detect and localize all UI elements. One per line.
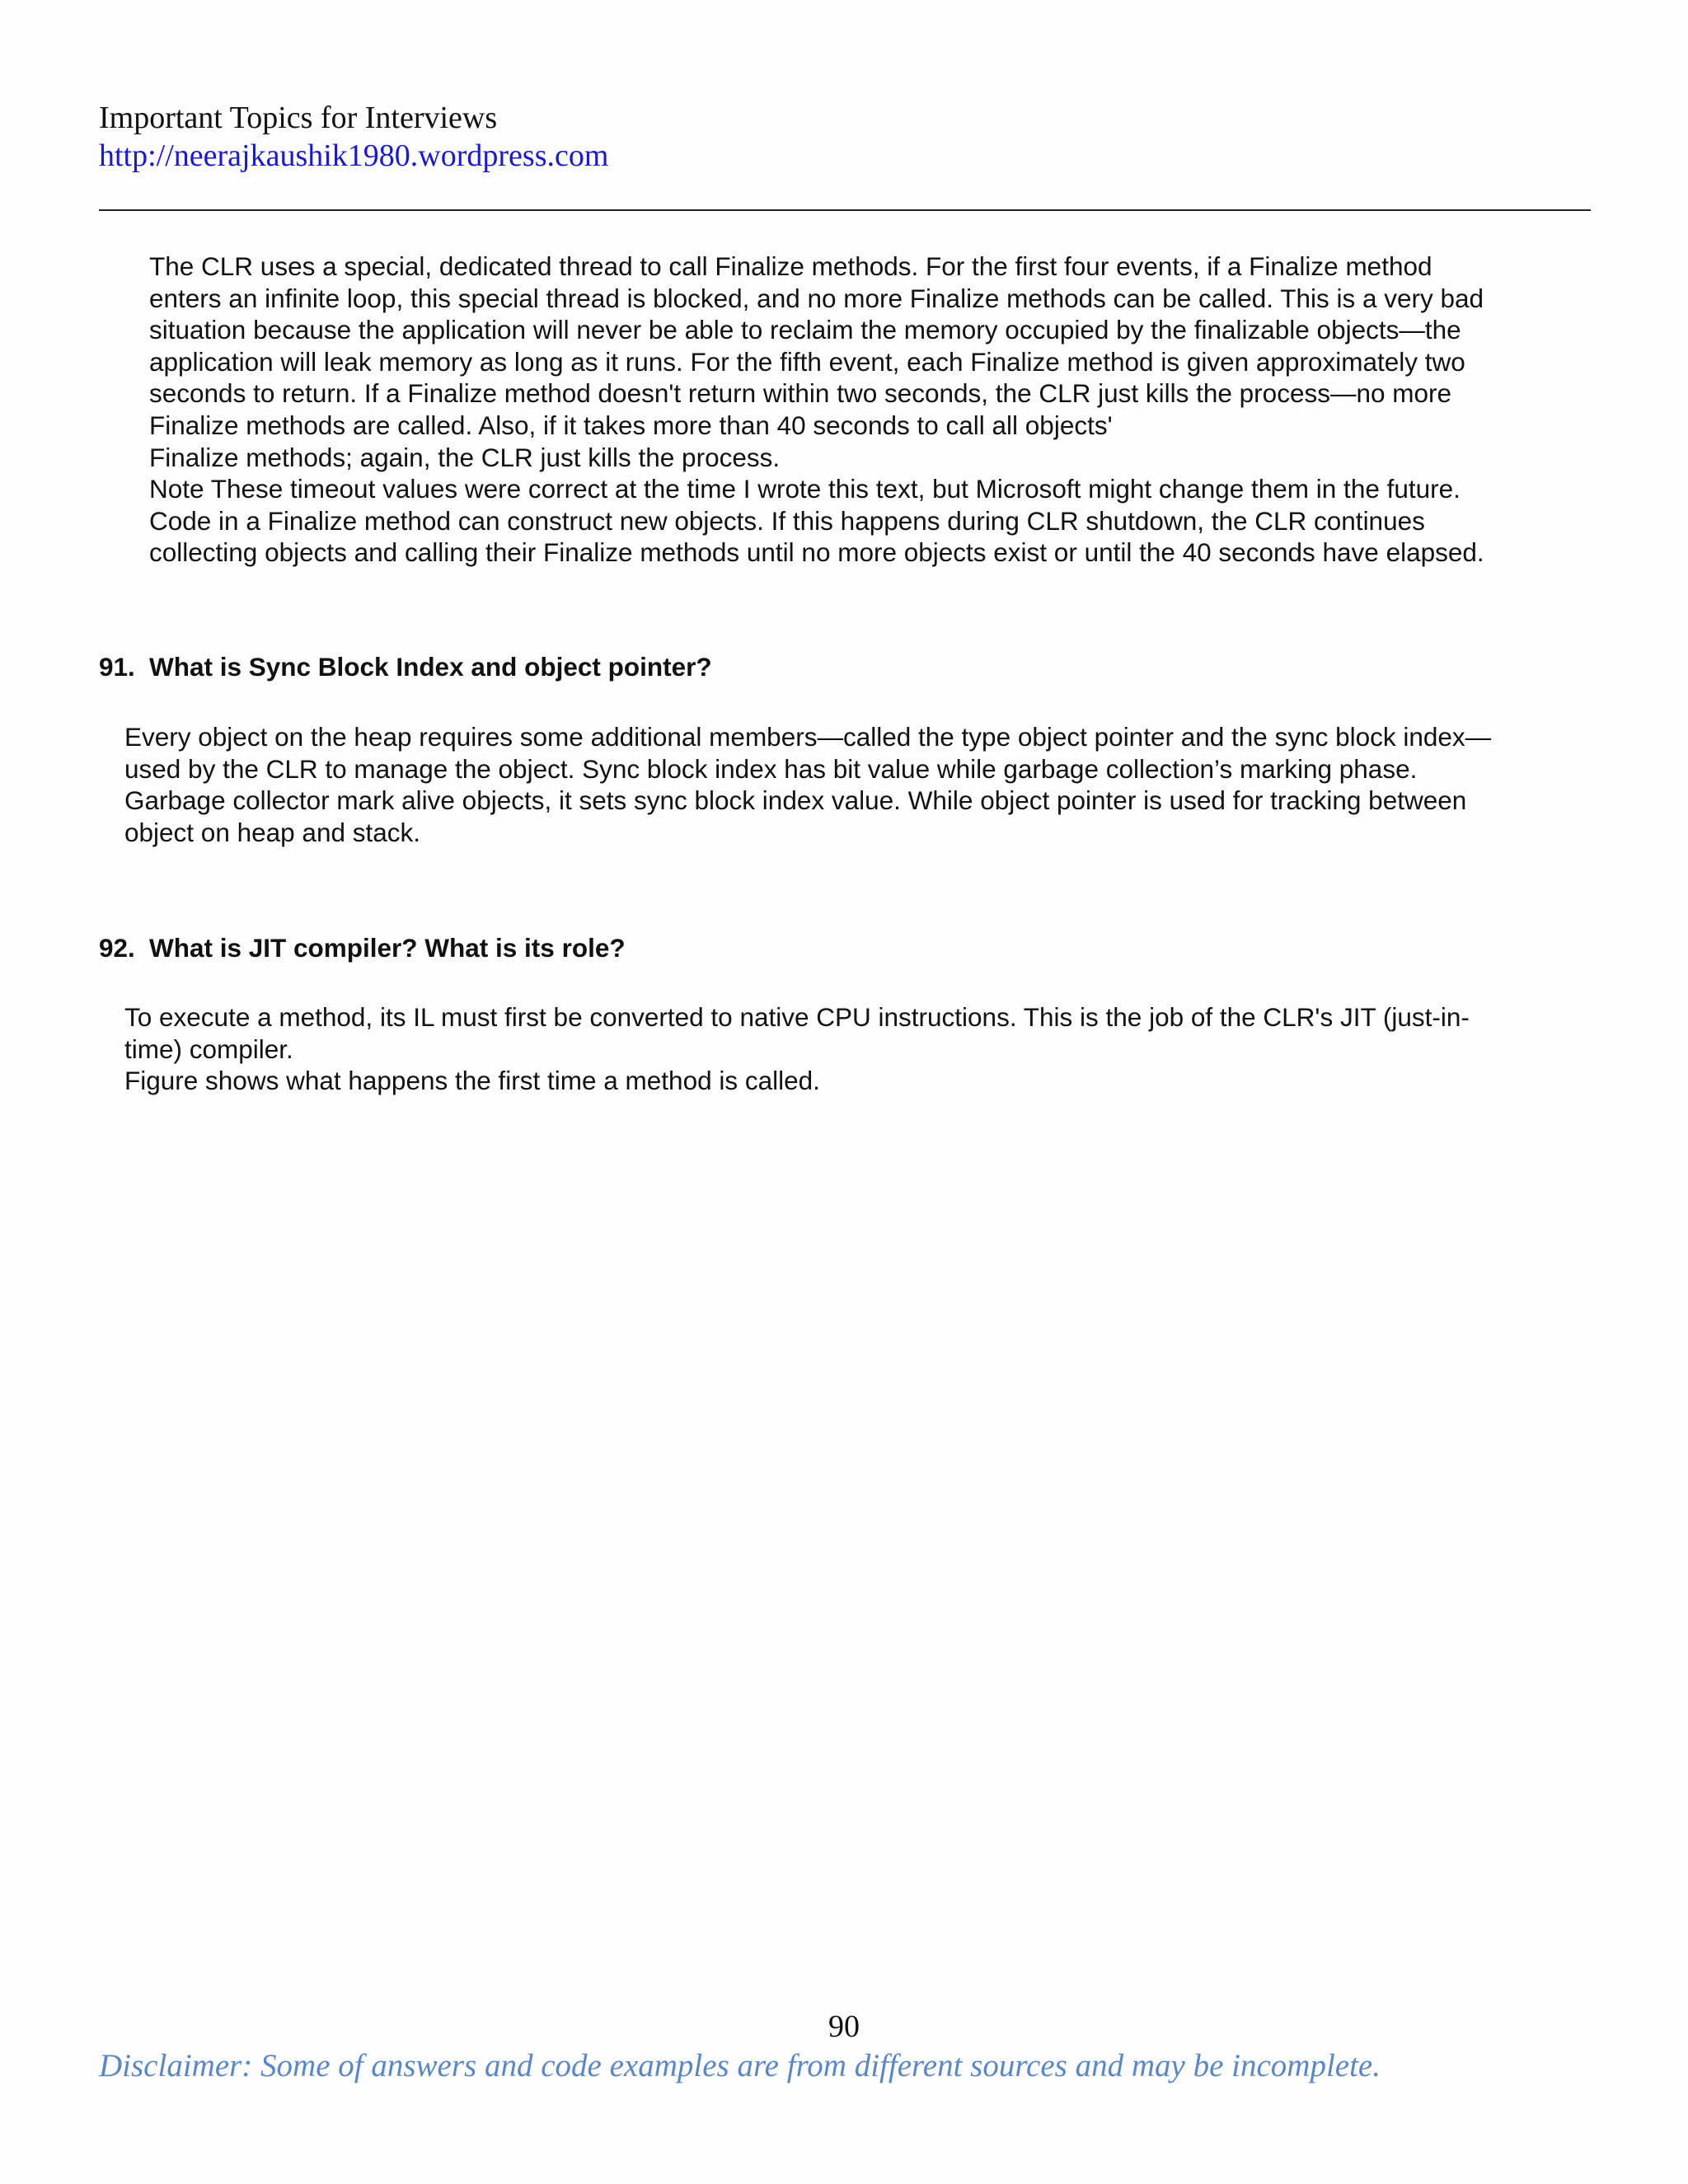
intro-line: application will leak memory as long as it runs. For the fifth event, each Finalize method is given approximately two bbox=[149, 346, 1465, 377]
intro-line: Finalize methods; again, the CLR just kills the process. bbox=[149, 442, 781, 472]
answer-paragraph-91 bbox=[124, 721, 1583, 848]
header-divider bbox=[99, 209, 1591, 211]
answer-line: To execute a method, its IL must first be converted to native CPU instructions. This is the job of the CLR's JIT (just-in- bbox=[124, 1002, 1470, 1032]
answer-line: Figure shows what happens the first time a method is called. bbox=[124, 1066, 820, 1096]
question-title: What is JIT compiler? What is its role? bbox=[149, 933, 626, 963]
page-number: 90 bbox=[828, 2009, 860, 2044]
answer-line: Every object on the heap requires some additional members—called the type object pointer and the sync block index— bbox=[124, 722, 1492, 752]
answer-line: time) compiler. bbox=[124, 1033, 293, 1064]
intro-line: The CLR uses a special, dedicated thread to call Finalize methods. For the first four events, if a Finalize method bbox=[149, 251, 1432, 281]
answer-line: object on heap and stack. bbox=[124, 817, 421, 847]
intro-line: enters an infinite loop, this special thread is blocked, and no more Finalize methods can be called. This is a very bad bbox=[149, 283, 1484, 313]
intro-line: Code in a Finalize method can construct new objects. If this happens during CLR shutdown, the CLR continues bbox=[149, 505, 1425, 536]
intro-line: Note These timeout values were correct at the time I wrote this text, but Microsoft might change them in the future. bbox=[149, 474, 1461, 504]
question-number: 91. bbox=[99, 652, 135, 682]
footer-disclaimer: Disclaimer: Some of answers and code examples are from different sources and may be incomplete. bbox=[99, 2048, 1381, 2083]
header-title: Important Topics for Interviews bbox=[99, 101, 498, 135]
question-heading-92 bbox=[99, 931, 1582, 964]
intro-line: collecting objects and calling their Finalize methods until no more objects exist or until the 40 seconds have elapsed. bbox=[149, 537, 1484, 568]
header-link[interactable]: http://neerajkaushik1980.wordpress.com bbox=[99, 138, 609, 173]
intro-line: Finalize methods are called. Also, if it takes more than 40 seconds to call all objects' bbox=[149, 410, 1113, 440]
question-number: 92. bbox=[99, 933, 135, 963]
question-title: What is Sync Block Index and object pointer? bbox=[149, 652, 712, 682]
intro-paragraph bbox=[149, 251, 1583, 569]
answer-paragraph-92 bbox=[124, 1001, 1583, 1097]
question-heading-91 bbox=[99, 650, 1582, 683]
answer-line: used by the CLR to manage the object. Sync block index has bit value while garbage collection’s marking phase. bbox=[124, 753, 1418, 784]
page-header bbox=[99, 99, 1591, 175]
answer-line: Garbage collector mark alive objects, it sets sync block index value. While object pointer is used for tracking between bbox=[124, 785, 1467, 816]
intro-line: situation because the application will never be able to reclaim the memory occupied by the finalizable objects—the bbox=[149, 315, 1461, 345]
intro-line: seconds to return. If a Finalize method doesn't return within two seconds, the CLR just kills the process—no more bbox=[149, 378, 1452, 409]
